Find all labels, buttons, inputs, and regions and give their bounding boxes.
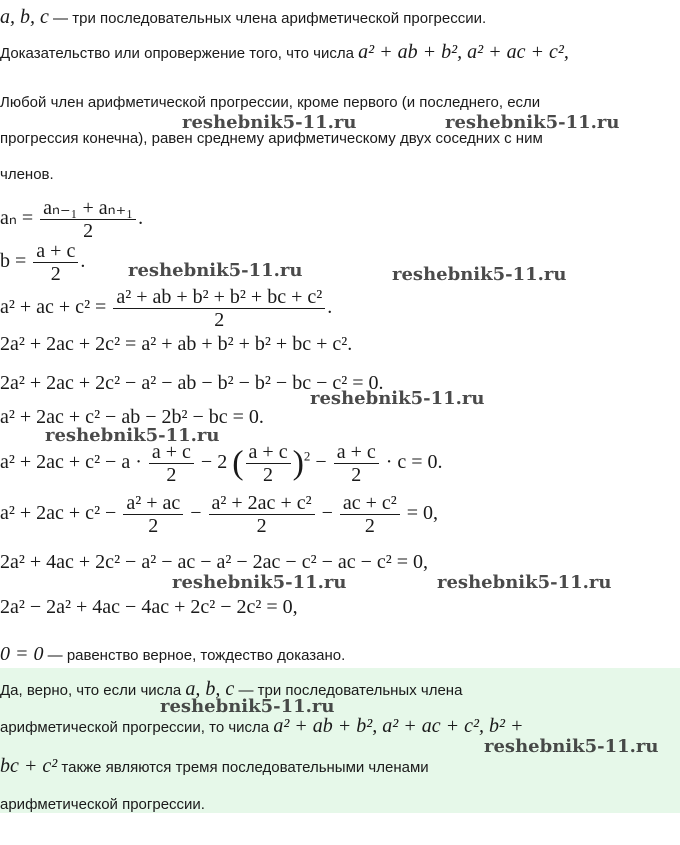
watermark: reshebnik5-11.ru [310,388,485,409]
condition-line [0,8,486,28]
equation-9-text: — равенство верное, тождество доказано. [43,647,346,664]
equation-4: a² + 2ac + c² − ab − 2b² − bc = 0. [0,406,264,428]
formula-an-num: aₙ₋₁ + aₙ₊₁ [40,197,136,220]
formula-b-lhs: b = [0,250,27,273]
equation-6-fraction-3 [340,492,400,537]
equation-6-part-b: − [190,502,202,525]
watermark: reshebnik5-11.ru [45,425,220,446]
equation-5-f1-num: a + c [149,441,194,464]
task-line [0,43,569,63]
equation-5-part-c: − [315,451,327,474]
formula-an-fraction [40,197,136,242]
watermark: reshebnik5-11.ru [445,112,620,133]
watermark: reshebnik5-11.ru [484,736,659,757]
answer-line-3-b: также являются тремя последовательными членами [57,759,429,776]
equation-5-f3-den: 2 [351,464,362,486]
equation-5-f1-den: 2 [166,464,177,486]
equation-5-fraction-3 [334,441,379,486]
watermark: reshebnik5-11.ru [172,572,347,593]
condition-text: — три последовательных члена арифметической прогрессии. [48,10,487,27]
intro-line-1: Любой член арифметической прогрессии, кроме первого (и последнего, если [0,94,541,111]
equation-6-f1-den: 2 [148,515,159,537]
equation-5-f3-num: a + c [334,441,379,464]
watermark: reshebnik5-11.ru [392,264,567,285]
answer-line-4: арифметической прогрессии. [0,796,205,813]
equation-1-num: a² + ab + b² + b² + bc + c² [113,286,325,309]
formula-b-fraction [33,240,78,285]
equation-6-part-c: − [321,502,333,525]
equation-2: 2a² + 2ac + 2c² = a² + ab + b² + b² + bc + c². [0,333,353,355]
equation-9 [0,645,345,665]
answer-line-3-math: bc + c² [0,755,58,777]
answer-line-2-a: арифметической прогрессии, то числа [0,719,274,736]
equation-6-f2-num: a² + 2ac + c² [209,492,315,515]
formula-b-num: a + c [33,240,78,263]
equation-6-f3-den: 2 [364,515,375,537]
equation-6-fraction-2 [209,492,315,537]
formula-b: b = $\frac{a + c}{2}$ . [0,240,86,285]
equation-5-part-a: a² + 2ac + c² − a · [0,451,142,474]
equation-9-math: 0 = 0 [0,643,44,665]
watermark: reshebnik5-11.ru [182,112,357,133]
answer-line-3 [0,757,429,777]
equation-5-part-b: − 2 [200,451,228,474]
formula-an-den: 2 [83,220,94,242]
equation-7: 2a² + 4ac + 2c² − a² − ac − a² − 2ac − c² − ac − c² = 0, [0,551,429,573]
equation-6 [0,492,438,537]
equation-6-part-d: = 0, [406,502,439,525]
equation-5-fraction-1 [149,441,194,486]
equation-3: 2a² + 2ac + 2c² − a² − ab − b² − b² − bc − c² = 0. [0,372,384,394]
answer-line-2-math: a² + ab + b², a² + ac + c², b² + [273,715,524,737]
equation-6-part-a: a² + 2ac + c² − [0,502,117,525]
equation-5: a² + 2ac + c² − a · $\frac{a + c}{2}$ − 2 ( $\frac{a + c}{2}$ )$^2$ − $\frac{a + c}{2}$ · c = 0. [0,441,443,486]
intro-line-2: прогрессия конечна), равен среднему арифметическому двух соседних с ним [0,130,543,147]
equation-1: a² + ac + c² = $\frac{\text{a² + ab + b² + b² + bc + c²}}{2}$ . [0,286,333,331]
formula-an-lhs: aₙ = [0,207,34,230]
watermark: reshebnik5-11.ru [160,696,335,717]
task-math: a² + ab + b², a² + ac + c², [358,41,569,63]
watermark: reshebnik5-11.ru [437,572,612,593]
intro-line-3: членов. [0,166,54,183]
answer-line-1-a: Да, верно, что если числа [0,682,186,699]
condition-vars: a, b, c [0,6,49,28]
task-text: Доказательство или опровержение того, что числа [0,45,359,62]
equation-6-f3-num: ac + c² [340,492,400,515]
answer-line-2 [0,717,524,737]
answer-line-1-math: a, b, c [185,678,235,700]
watermark: reshebnik5-11.ru [128,260,303,281]
equation-5-part-d: · c = 0. [385,451,443,474]
formula-an: aₙ = $\frac{\text{aₙ₋₁ + aₙ₊₁}}{2}$ . [0,197,144,242]
equation-5-fraction-2 [246,441,291,486]
equation-6-f1-num: a² + ac [123,492,183,515]
equation-1-den: 2 [214,309,225,331]
equation-8: 2a² − 2a² + 4ac − 4ac + 2c² − 2c² = 0, [0,596,298,618]
equation-1-fraction [113,286,325,331]
answer-line-1-b: — три последовательных члена [234,682,463,699]
equation-5-f2-den: 2 [263,464,274,486]
equation-6-fraction-1 [123,492,183,537]
formula-b-den: 2 [50,263,61,285]
equation-5-f2-num: a + c [246,441,291,464]
equation-1-lhs: a² + ac + c² = [0,296,107,319]
equation-6-f2-den: 2 [256,515,267,537]
